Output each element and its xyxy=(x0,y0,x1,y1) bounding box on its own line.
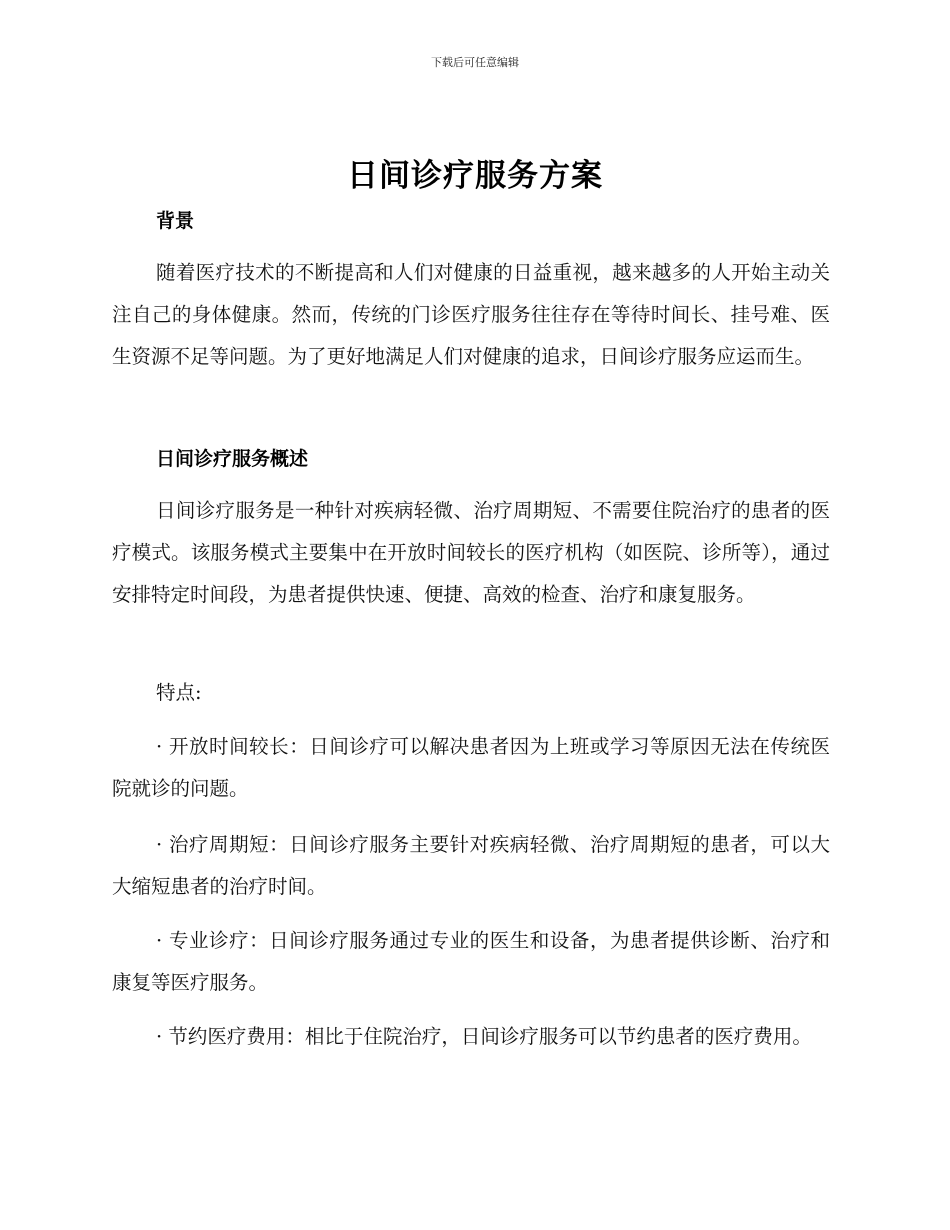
document-title: 日间诊疗服务方案 xyxy=(347,158,603,194)
feature-item: · 治疗周期短：日间诊疗服务主要针对疾病轻微、治疗周期短的患者，可以大大缩短患者的治疗时间。 xyxy=(112,833,830,898)
feature-item: · 节约医疗费用：相比于住院治疗，日间诊疗服务可以节约患者的医疗费用。 xyxy=(156,1025,812,1048)
feature-item: · 专业诊疗：日间诊疗服务通过专业的医生和设备，为患者提供诊断、治疗和康复等医疗服务。 xyxy=(112,929,830,994)
section-heading-overview: 日间诊疗服务概述 xyxy=(156,448,309,470)
feature-item-1-block xyxy=(112,726,830,810)
features-label-block xyxy=(112,672,830,714)
section-heading-background: 背景 xyxy=(156,210,195,232)
feature-item-2-block xyxy=(112,824,830,908)
header-note: 下载后可任意编辑 xyxy=(431,56,519,69)
section-background-paragraph-block xyxy=(112,252,830,378)
section-overview-heading-block xyxy=(112,444,830,471)
section-overview-paragraph-block xyxy=(112,490,830,616)
section-paragraph-background: 随着医疗技术的不断提高和人们对健康的日益重视，越来越多的人开始主动关注自己的身体健康。然而，传统的门诊医疗服务往往存在等待时间长、挂号难、医生资源不足等问题。为了更好地满足人们对健康的追求，日间诊疗服务应运而生。 xyxy=(112,261,830,368)
features-label: 特点: xyxy=(156,681,202,704)
section-paragraph-overview: 日间诊疗服务是一种针对疾病轻微、治疗周期短、不需要住院治疗的患者的医疗模式。该服务模式主要集中在开放时间较长的医疗机构（如医院、诊所等），通过安排特定时间段，为患者提供快速、便捷、高效的检查、治疗和康复服务。 xyxy=(112,499,830,606)
feature-item-3-block xyxy=(112,920,830,1004)
section-background-heading-block xyxy=(112,206,830,233)
feature-item-4-block xyxy=(112,1016,830,1058)
feature-item: · 开放时间较长：日间诊疗可以解决患者因为上班或学习等原因无法在传统医院就诊的问题。 xyxy=(112,735,830,800)
